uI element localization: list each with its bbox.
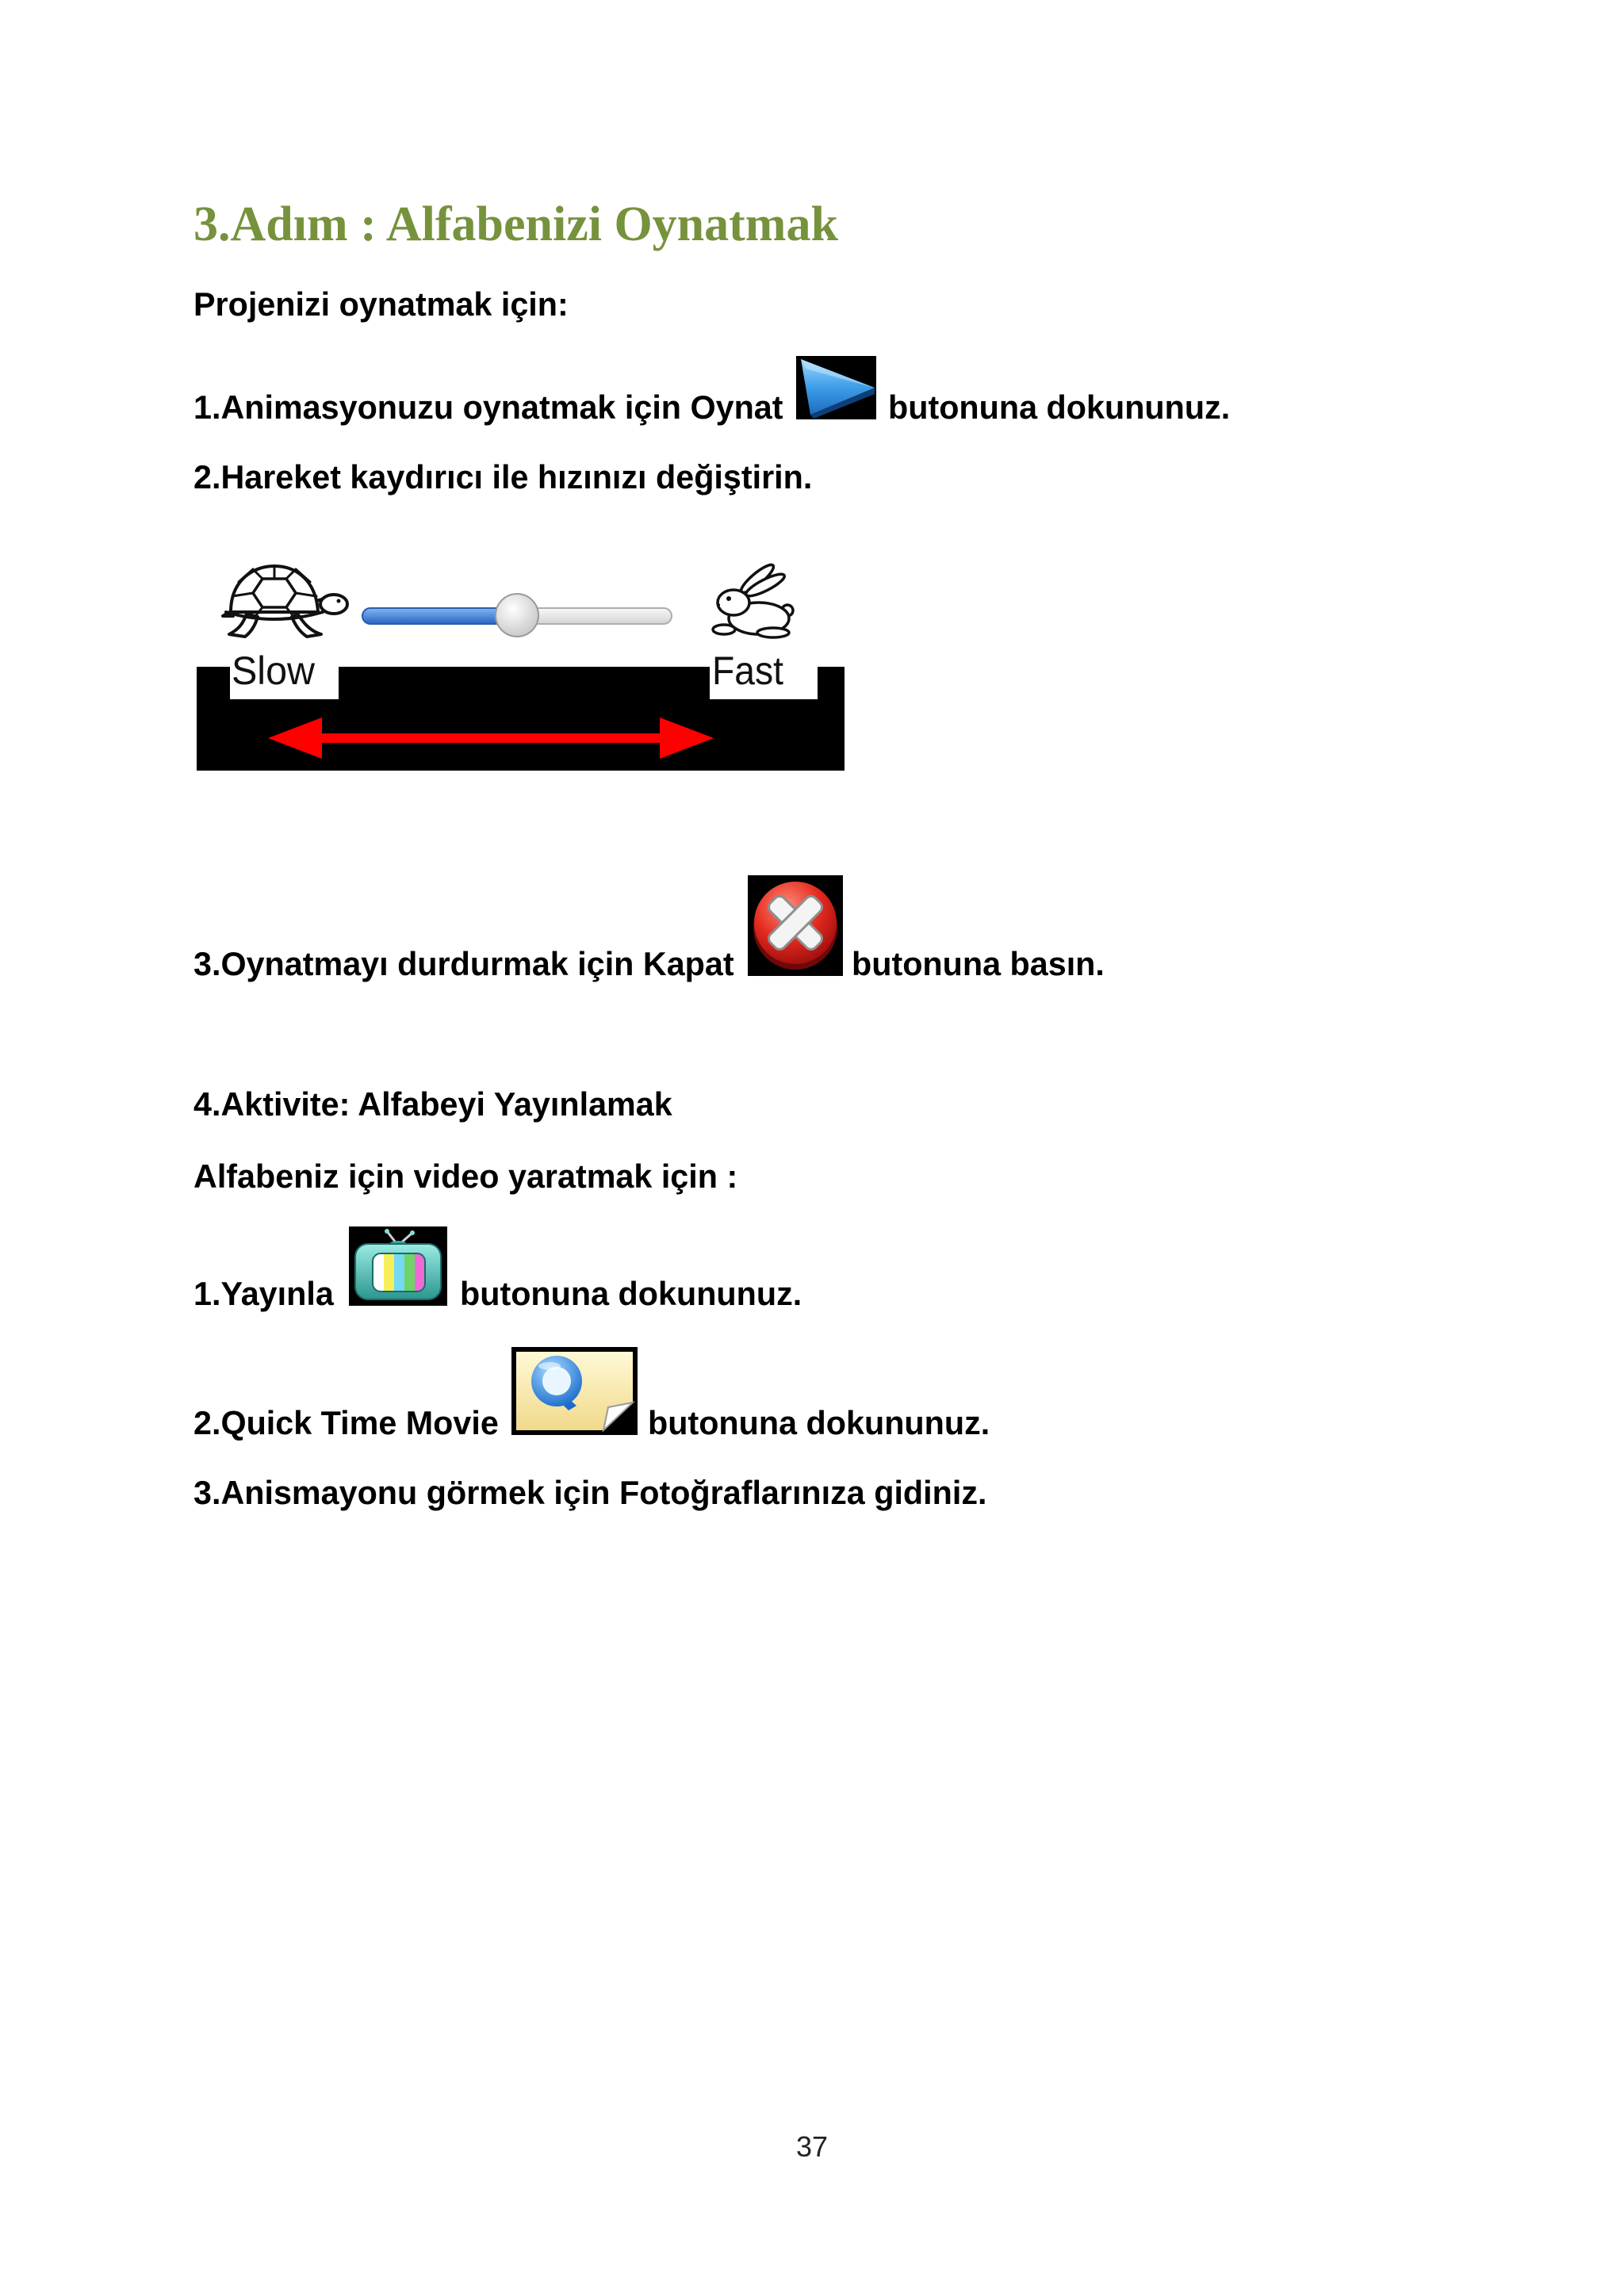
turtle-icon: [223, 566, 347, 637]
slider-knob: [496, 594, 538, 637]
publish-heading: 4.Aktivite: Alfabeyi Yayınlamak: [193, 1086, 672, 1123]
play-step-1-after: butonuna dokununuz.: [888, 389, 1231, 426]
speed-slider-figure: [190, 555, 848, 777]
page-number: 37: [795, 2130, 829, 2163]
fast-label: Fast: [712, 649, 784, 693]
play-step-2-text: 2.Hareket kaydırıcı ile hızınızı değiştirin.: [193, 459, 813, 496]
close-icon: [748, 875, 843, 976]
play-step-1-text: 1.Animasyonuzu oynatmak için Oynat: [193, 389, 783, 426]
slider-fill: [362, 608, 517, 624]
play-icon: [796, 356, 876, 419]
quicktime-icon: [511, 1347, 638, 1435]
publish-step-2-text: 2.Quick Time Movie: [193, 1405, 499, 1441]
tv-icon: [349, 1226, 447, 1306]
play-step-3-after: butonuna basın.: [852, 946, 1105, 982]
page-title: 3.Adım : Alfabenizi Oynatmak: [193, 197, 838, 251]
play-intro: Projenizi oynatmak için:: [193, 286, 569, 323]
publish-step-1-after: butonuna dokununuz.: [460, 1276, 802, 1312]
publish-step-2-after: butonuna dokununuz.: [648, 1405, 990, 1441]
publish-intro: Alfabeniz için video yaratmak için :: [193, 1158, 738, 1195]
slow-label: Slow: [232, 649, 316, 693]
publish-step-3-text: 3.Anismayonu görmek için Fotoğraflarınıza gidiniz.: [193, 1475, 987, 1511]
publish-step-1-text: 1.Yayınla: [193, 1276, 334, 1312]
rabbit-icon: [713, 561, 793, 637]
play-step-3-text: 3.Oynatmayı durdurmak için Kapat: [193, 946, 734, 982]
